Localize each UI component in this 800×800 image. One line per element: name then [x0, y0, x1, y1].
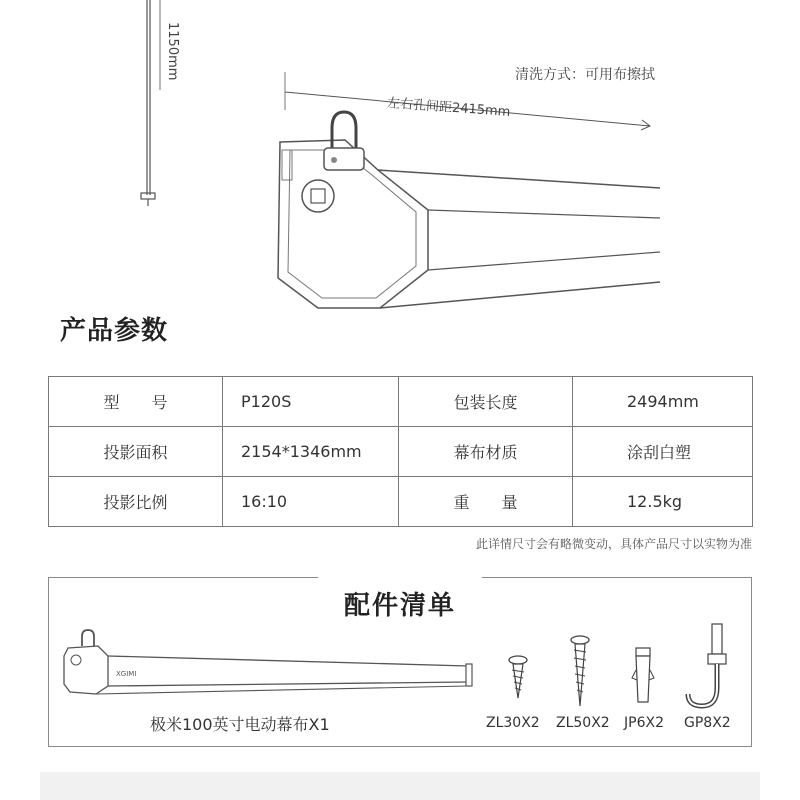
accessories-divider-right — [482, 577, 752, 578]
part-label-jp6: JP6X2 — [624, 715, 664, 731]
bottom-footer-bar — [40, 772, 760, 800]
screen-housing-drawing — [0, 0, 800, 320]
screw-zl30-icon — [509, 656, 527, 698]
product-specs-title: 产品参数 — [60, 316, 169, 346]
spec-disclaimer-note: 此详情尺寸会有略微变动，具体产品尺寸以实物为准 — [475, 537, 752, 551]
spec-value: 16:10 — [223, 477, 399, 527]
table-row — [49, 477, 753, 527]
spec-key: 幕布材质 — [399, 427, 573, 477]
screw-zl50-icon — [571, 636, 589, 706]
spec-key: 投影比例 — [49, 477, 223, 527]
rod-end-cap — [141, 193, 155, 199]
table-row — [49, 377, 753, 427]
part-label-gp8: GP8X2 — [684, 715, 731, 731]
spec-value: P120S — [223, 377, 399, 427]
spec-value: 12.5kg — [573, 477, 753, 527]
spec-key: 型 号 — [49, 377, 223, 427]
screen-accessory-label: 极米100英寸电动幕布X1 — [150, 715, 330, 734]
housing-body-bottom — [380, 282, 660, 308]
end-cap-knob — [302, 180, 334, 212]
screen-housing-icon — [64, 630, 472, 694]
spec-key: 投影面积 — [49, 427, 223, 477]
spec-value: 2154*1346mm — [223, 427, 399, 477]
hook-gp8-icon — [688, 624, 726, 706]
spec-key: 包装长度 — [399, 377, 573, 427]
accessories-divider-left — [48, 577, 318, 578]
screen-logo-text: XGIMI — [116, 670, 137, 678]
spec-table — [48, 376, 753, 527]
accessories-title: 配件清单 — [343, 591, 456, 621]
part-label-zl50: ZL50X2 — [556, 715, 610, 731]
spec-value: 涂刮白塑 — [573, 427, 753, 477]
spec-key: 重 量 — [399, 477, 573, 527]
wall-anchor-jp6-icon — [632, 648, 654, 702]
spacing-dimension-label: 左右孔间距2415mm — [386, 95, 511, 120]
height-dimension-label: 1150mm — [165, 22, 180, 81]
table-row — [49, 427, 753, 477]
housing-body-top — [378, 170, 660, 188]
part-label-zl30: ZL30X2 — [486, 715, 540, 731]
cleaning-method-label: 清洗方式：可用布擦拭 — [515, 67, 655, 83]
spec-value: 2494mm — [573, 377, 753, 427]
